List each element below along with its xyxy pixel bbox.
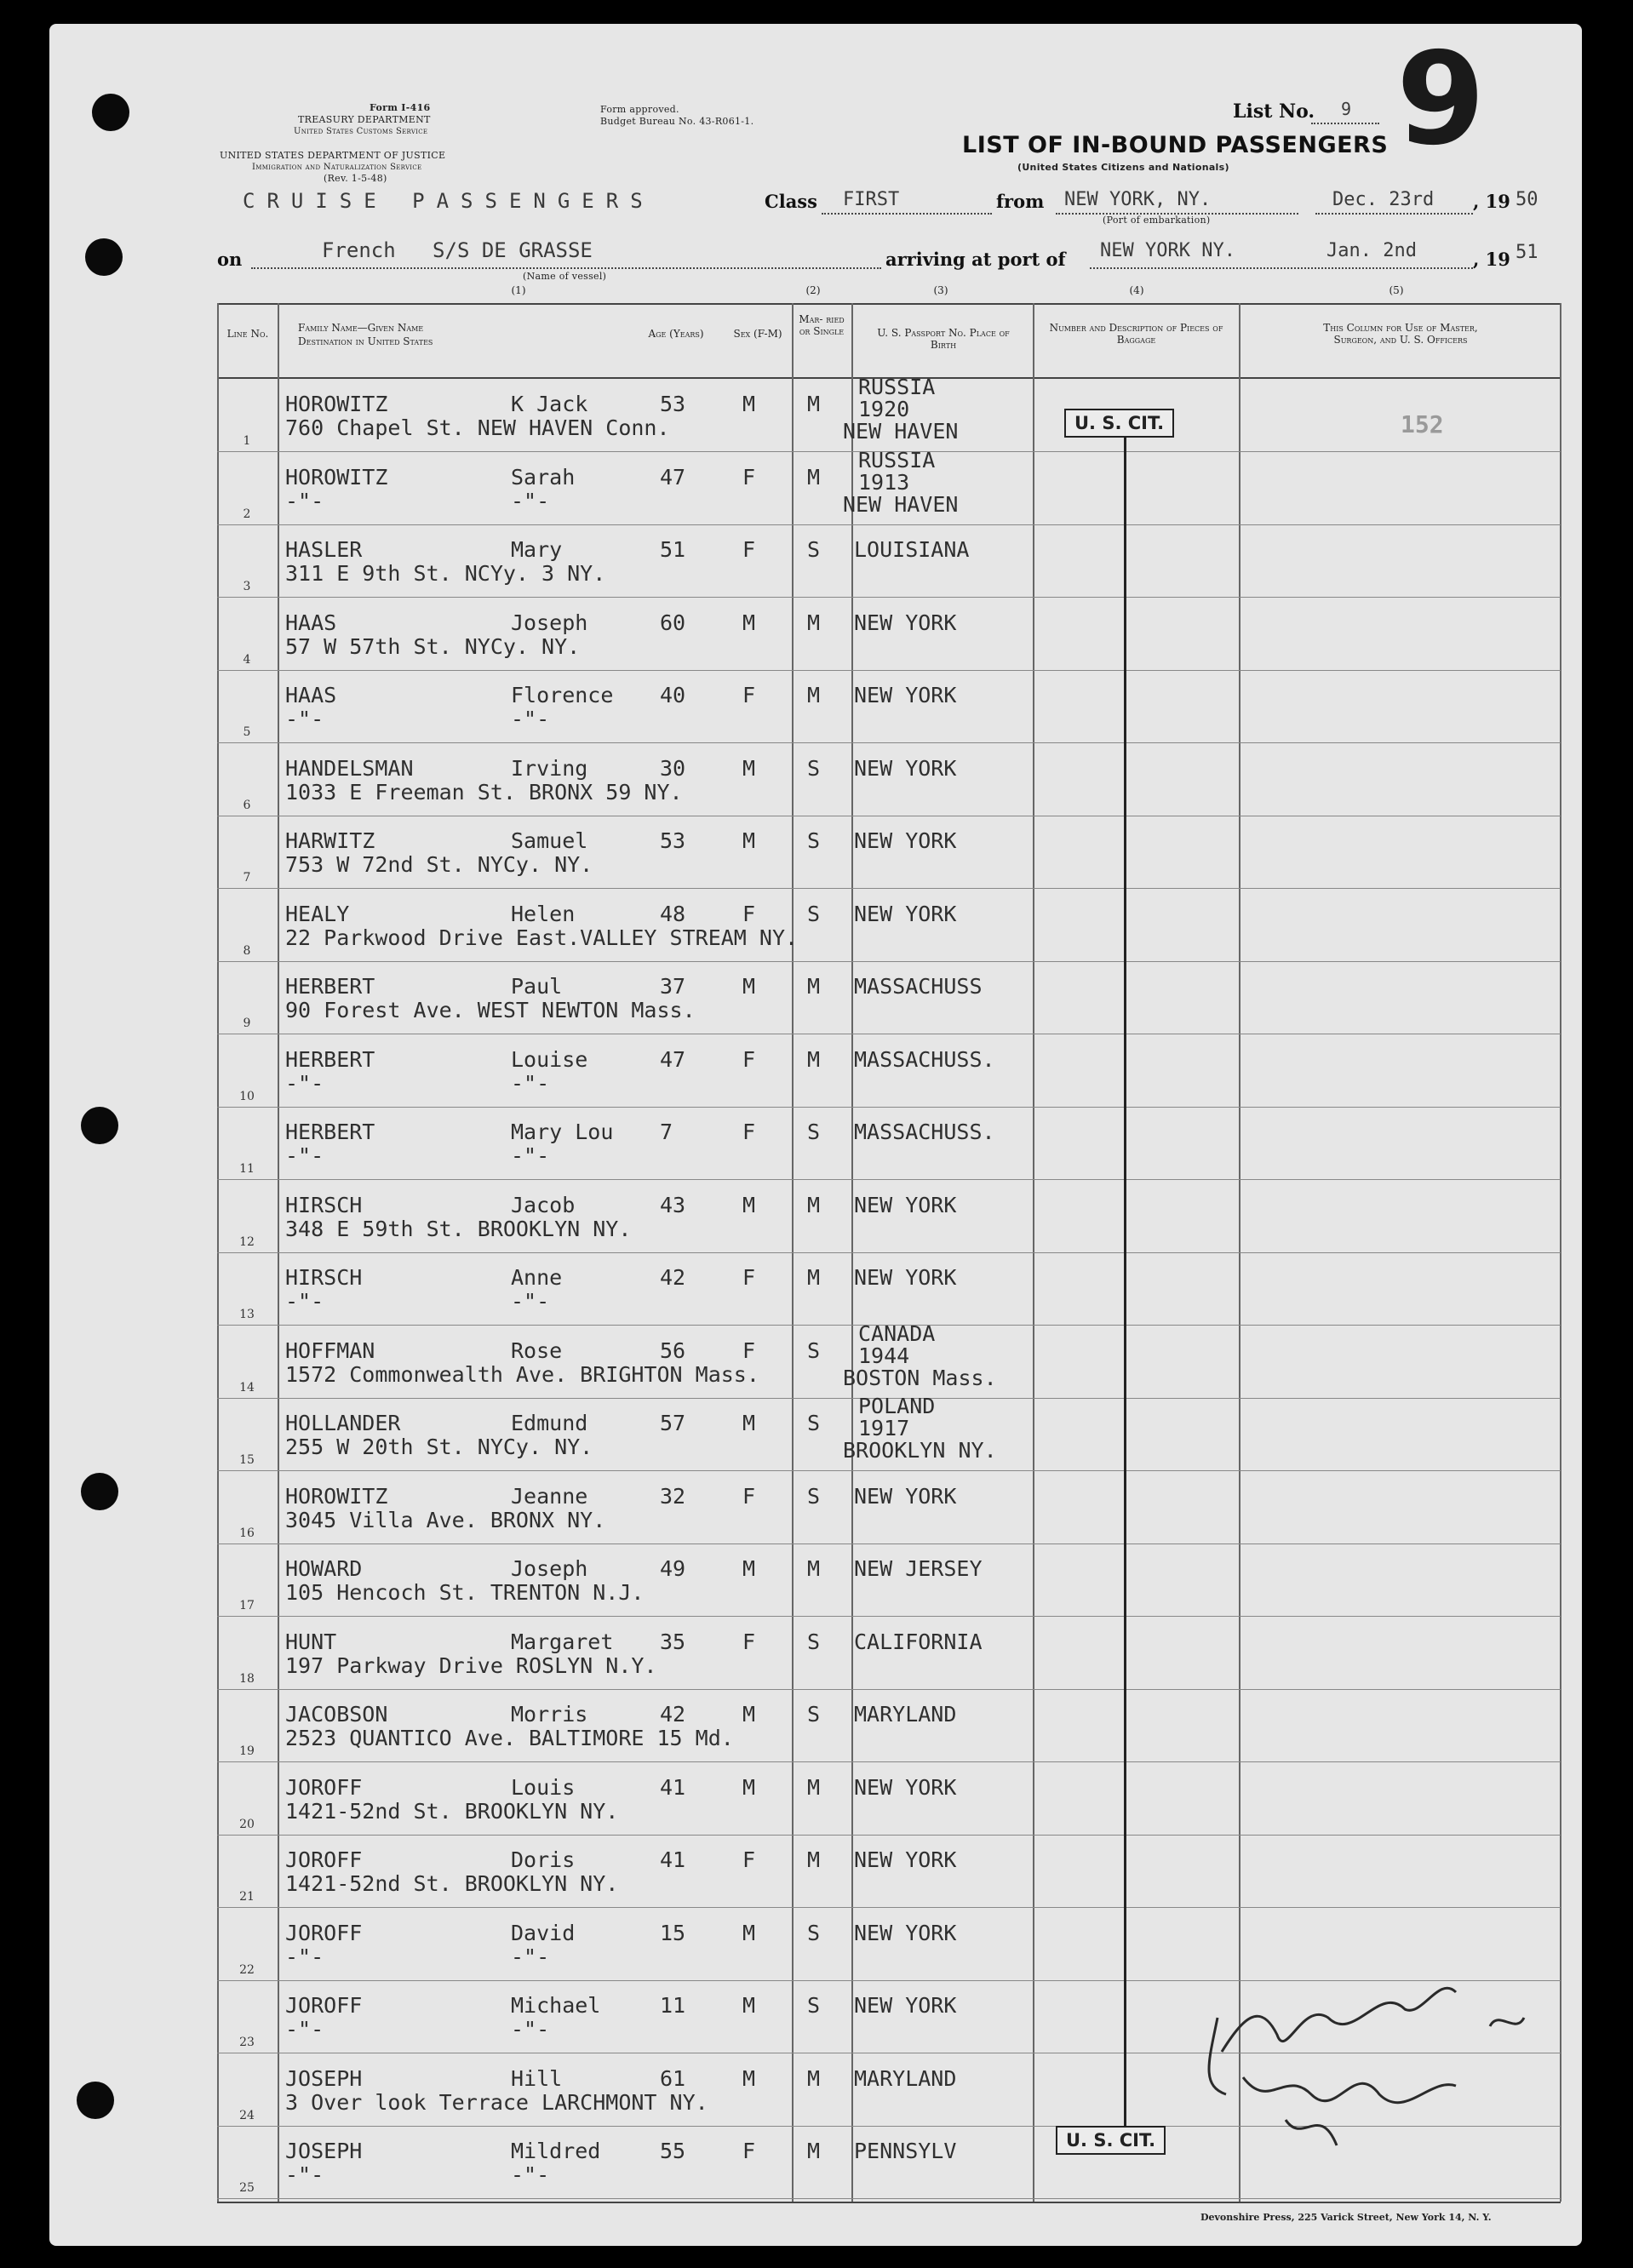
arrival-port: NEW YORK NY. bbox=[1100, 240, 1235, 261]
passenger-destination: 1421-52nd St. BROOKLYN NY. bbox=[285, 1871, 619, 1896]
passenger-birthplace: MASSACHUSS bbox=[854, 974, 983, 999]
passenger-birthplace: NEW YORK bbox=[854, 1193, 957, 1217]
row-divider bbox=[217, 1907, 1561, 1908]
passenger-given-name: Jeanne bbox=[511, 1484, 588, 1509]
passenger-given-name: Paul bbox=[511, 974, 563, 999]
passenger-age: 41 bbox=[660, 1847, 686, 1872]
passenger-family-name: HIRSCH bbox=[285, 1265, 363, 1290]
embark-note: (Port of embarkation) bbox=[1103, 215, 1211, 226]
row-line-number: 14 bbox=[239, 1381, 255, 1395]
passenger-sex: M bbox=[742, 1193, 756, 1217]
passenger-marital-status: M bbox=[807, 610, 821, 635]
passenger-family-name: HUNT bbox=[285, 1629, 337, 1654]
passenger-sex: F bbox=[742, 537, 756, 562]
passenger-birthplace: NEW YORK bbox=[854, 828, 957, 853]
passenger-sex: M bbox=[742, 392, 756, 416]
passenger-age: 57 bbox=[660, 1411, 686, 1435]
row-line-number: 13 bbox=[239, 1308, 255, 1321]
passenger-birthplace: NEW YORK bbox=[854, 1921, 957, 1945]
list-no-label: List No. bbox=[1233, 100, 1315, 123]
row-line-number: 20 bbox=[239, 1818, 255, 1831]
passenger-sex: F bbox=[742, 1629, 756, 1654]
list-no-value: 9 bbox=[1341, 99, 1352, 119]
passenger-destination: 57 W 57th St. NYCy. NY. bbox=[285, 634, 581, 659]
passenger-given-name: Florence bbox=[511, 683, 614, 707]
passenger-given-name: Louis bbox=[511, 1775, 576, 1800]
passenger-given-name: Anne bbox=[511, 1265, 563, 1290]
arr-year: 51 bbox=[1516, 242, 1538, 263]
vessel-name: French S/S DE GRASSE bbox=[322, 238, 593, 262]
row-divider bbox=[217, 1179, 1561, 1180]
passenger-marital-status: M bbox=[807, 1047, 821, 1072]
passenger-family-name: HOROWITZ bbox=[285, 392, 388, 416]
row-line-number: 24 bbox=[239, 2109, 255, 2122]
passenger-marital-status: M bbox=[807, 683, 821, 707]
page-title: LIST OF IN-BOUND PASSENGERS bbox=[962, 132, 1389, 158]
officer-signature bbox=[1183, 1950, 1567, 2162]
us-citizen-stamp-top: U. S. CIT. bbox=[1064, 409, 1174, 438]
passenger-family-name: HERBERT bbox=[285, 1047, 375, 1072]
row-line-number: 25 bbox=[239, 2181, 255, 2195]
header-baggage: Number and Description of Pieces of Baggage bbox=[1049, 322, 1223, 346]
passenger-birthplace: NEW YORK bbox=[854, 756, 957, 781]
passenger-birthplace: NEW JERSEY bbox=[854, 1556, 983, 1581]
passenger-residence-city: BOSTON Mass. bbox=[843, 1366, 997, 1390]
passenger-family-name: HOLLANDER bbox=[285, 1411, 401, 1435]
passenger-given-name: Rose bbox=[511, 1338, 563, 1363]
passenger-destination: 197 Parkway Drive ROSLYN N.Y. bbox=[285, 1653, 657, 1678]
row-line-number: 6 bbox=[243, 799, 251, 812]
passenger-family-name: HEALY bbox=[285, 902, 350, 926]
printer-credit: Devonshire Press, 225 Varick Street, New York 14, N. Y. bbox=[1200, 2212, 1492, 2223]
ins-heading: Immigration and Naturalization Service bbox=[252, 163, 422, 172]
passenger-marital-status: M bbox=[807, 2066, 821, 2091]
form-approved: Form approved. bbox=[600, 104, 679, 115]
row-line-number: 4 bbox=[243, 653, 251, 667]
passenger-family-name: HAAS bbox=[285, 683, 337, 707]
passenger-destination: 760 Chapel St. NEW HAVEN Conn. bbox=[285, 415, 670, 440]
passenger-given-name: Louise bbox=[511, 1047, 588, 1072]
passenger-given-name: Morris bbox=[511, 1702, 588, 1727]
ditto-bracket-line bbox=[1124, 436, 1126, 2126]
passenger-sex: M bbox=[742, 1993, 756, 2018]
passenger-age: 48 bbox=[660, 902, 686, 926]
departure-date: Dec. 23rd bbox=[1332, 189, 1435, 210]
passenger-marital-status: M bbox=[807, 1847, 821, 1872]
row-line-number: 16 bbox=[239, 1526, 255, 1540]
passenger-marital-status: M bbox=[807, 974, 821, 999]
arrival-date: Jan. 2nd bbox=[1326, 240, 1417, 261]
passenger-destination-ditto: -"- bbox=[285, 707, 324, 731]
passenger-residence-city: NEW HAVEN bbox=[843, 419, 959, 444]
passenger-birthplace: MARYLAND bbox=[854, 2066, 957, 2091]
column-number: (5) bbox=[1389, 284, 1404, 296]
row-divider bbox=[217, 597, 1561, 598]
header-married: Mar- ried or Single bbox=[799, 313, 845, 337]
passenger-destination-ditto: -"- bbox=[285, 1071, 324, 1096]
passenger-destination: 1033 E Freeman St. BRONX 59 NY. bbox=[285, 780, 683, 805]
row-line-number: 5 bbox=[243, 725, 251, 739]
header-sex: Sex (F-M) bbox=[733, 328, 782, 340]
passenger-marital-status: S bbox=[807, 1338, 821, 1363]
passenger-marital-status: S bbox=[807, 1921, 821, 1945]
binder-hole bbox=[92, 94, 129, 131]
passenger-given-name: Doris bbox=[511, 1847, 576, 1872]
passenger-given-name: Joseph bbox=[511, 610, 588, 635]
dep-date-underline bbox=[1315, 213, 1473, 215]
passenger-family-name: HOROWITZ bbox=[285, 1484, 388, 1509]
passenger-destination-ditto: -"- bbox=[285, 2017, 324, 2042]
passenger-destination: 1421-52nd St. BROOKLYN NY. bbox=[285, 1799, 619, 1824]
passenger-age: 53 bbox=[660, 392, 686, 416]
passenger-sex: M bbox=[742, 2066, 756, 2091]
passenger-birthplace: NEW YORK bbox=[854, 902, 957, 926]
passenger-destination-ditto: -"- bbox=[285, 2162, 324, 2187]
arriving-label: arriving at port of bbox=[885, 249, 1066, 270]
passenger-destination: 311 E 9th St. NCYy. 3 NY. bbox=[285, 561, 606, 586]
passenger-sex: F bbox=[742, 1484, 756, 1509]
row-divider bbox=[217, 524, 1561, 525]
passenger-marital-status: M bbox=[807, 1556, 821, 1581]
form-number: Form I-416 bbox=[370, 102, 431, 113]
passenger-family-name: JACOBSON bbox=[285, 1702, 388, 1727]
row-line-number: 12 bbox=[239, 1235, 255, 1249]
passenger-sex: F bbox=[742, 2139, 756, 2163]
passenger-family-name: HANDELSMAN bbox=[285, 756, 414, 781]
row-divider bbox=[217, 1252, 1561, 1253]
passenger-given-name: Jacob bbox=[511, 1193, 576, 1217]
passenger-residence-city: NEW HAVEN bbox=[843, 492, 959, 517]
passenger-destination: 22 Parkwood Drive East.VALLEY STREAM NY. bbox=[285, 925, 799, 950]
passenger-sex: M bbox=[742, 974, 756, 999]
row-divider bbox=[217, 2198, 1561, 2199]
passenger-sex: M bbox=[742, 1411, 756, 1435]
passenger-age: 43 bbox=[660, 1193, 686, 1217]
passenger-given-name: Mildred bbox=[511, 2139, 601, 2163]
passenger-marital-status: S bbox=[807, 1993, 821, 2018]
passenger-destination: 3045 Villa Ave. BRONX NY. bbox=[285, 1508, 606, 1532]
row-divider bbox=[217, 961, 1561, 962]
dep-year: 50 bbox=[1516, 189, 1538, 210]
passenger-birthplace: NEW YORK bbox=[854, 1847, 957, 1872]
passenger-naturalization-year: 1944 bbox=[858, 1343, 910, 1368]
officer-note: 152 bbox=[1401, 410, 1444, 438]
passenger-age: 55 bbox=[660, 2139, 686, 2163]
passenger-naturalization-year: 1913 bbox=[858, 470, 910, 495]
row-line-number: 10 bbox=[239, 1090, 255, 1103]
vessel-note: (Name of vessel) bbox=[523, 271, 607, 282]
passenger-destination: 3 Over look Terrace LARCHMONT NY. bbox=[285, 2090, 708, 2115]
passenger-given-name: Sarah bbox=[511, 465, 576, 490]
row-divider bbox=[217, 670, 1561, 671]
passenger-naturalization-year: 1917 bbox=[858, 1416, 910, 1440]
row-line-number: 3 bbox=[243, 580, 251, 593]
passenger-sex: M bbox=[742, 1702, 756, 1727]
customs-service: United States Customs Service bbox=[294, 127, 428, 136]
passenger-birthplace: LOUISIANA bbox=[854, 537, 970, 562]
passenger-family-name: HERBERT bbox=[285, 974, 375, 999]
passenger-destination-ditto: -"- bbox=[285, 1289, 324, 1314]
table-top-border bbox=[217, 303, 1561, 305]
passenger-marital-status: M bbox=[807, 2139, 821, 2163]
row-line-number: 7 bbox=[243, 871, 251, 885]
column-number: (3) bbox=[933, 284, 948, 296]
passenger-sex: F bbox=[742, 1120, 756, 1144]
header-officers: This Column for Use of Master, Surgeon, and U. S. Officers bbox=[1323, 322, 1478, 346]
passenger-given-name: Michael bbox=[511, 1993, 601, 2018]
passenger-destination: 1572 Commonwealth Ave. BRIGHTON Mass. bbox=[285, 1362, 759, 1387]
passenger-sex: F bbox=[742, 1047, 756, 1072]
passenger-family-name: JOROFF bbox=[285, 1993, 363, 2018]
passenger-marital-status: S bbox=[807, 1411, 821, 1435]
passenger-marital-status: S bbox=[807, 902, 821, 926]
binder-hole bbox=[81, 1107, 118, 1144]
passenger-birthplace: MASSACHUSS. bbox=[854, 1047, 995, 1072]
row-line-number: 15 bbox=[239, 1453, 255, 1467]
passenger-naturalization-year: 1920 bbox=[858, 397, 910, 421]
passenger-birthplace: NEW YORK bbox=[854, 683, 957, 707]
passenger-age: 7 bbox=[660, 1120, 673, 1144]
passenger-given-name: Hill bbox=[511, 2066, 563, 2091]
row-line-number: 8 bbox=[243, 944, 251, 958]
passenger-family-name: JOROFF bbox=[285, 1847, 363, 1872]
passenger-sex: M bbox=[742, 610, 756, 635]
passenger-sex: F bbox=[742, 1265, 756, 1290]
passenger-given-name: K Jack bbox=[511, 392, 588, 416]
passenger-age: 42 bbox=[660, 1702, 686, 1727]
passenger-sex: M bbox=[742, 828, 756, 853]
passenger-marital-status: M bbox=[807, 392, 821, 416]
passenger-family-name: HOWARD bbox=[285, 1556, 363, 1581]
column-number: (2) bbox=[805, 284, 821, 296]
passenger-age: 53 bbox=[660, 828, 686, 853]
row-divider bbox=[217, 1616, 1561, 1617]
passenger-family-name: JOSEPH bbox=[285, 2139, 363, 2163]
binder-hole bbox=[85, 238, 123, 276]
passenger-marital-status: S bbox=[807, 1484, 821, 1509]
passenger-sex: F bbox=[742, 465, 756, 490]
arrival-underline bbox=[1090, 267, 1473, 269]
header-destination: Destination in United States bbox=[298, 335, 433, 347]
row-divider bbox=[217, 1835, 1561, 1836]
passenger-age: 35 bbox=[660, 1629, 686, 1654]
passenger-age: 11 bbox=[660, 1993, 686, 2018]
passenger-family-name: HERBERT bbox=[285, 1120, 375, 1144]
passenger-age: 49 bbox=[660, 1556, 686, 1581]
passenger-age: 41 bbox=[660, 1775, 686, 1800]
passenger-marital-status: S bbox=[807, 1120, 821, 1144]
row-line-number: 11 bbox=[239, 1162, 255, 1176]
row-line-number: 18 bbox=[239, 1672, 255, 1686]
passenger-destination: 348 E 59th St. BROOKLYN NY. bbox=[285, 1217, 632, 1241]
passenger-given-ditto: -"- bbox=[511, 2162, 550, 2187]
passenger-birthplace: RUSSIA bbox=[858, 448, 936, 472]
passenger-age: 61 bbox=[660, 2066, 686, 2091]
passenger-age: 60 bbox=[660, 610, 686, 635]
passenger-age: 51 bbox=[660, 537, 686, 562]
passenger-given-name: David bbox=[511, 1921, 576, 1945]
passenger-family-name: HAAS bbox=[285, 610, 337, 635]
passenger-given-ditto: -"- bbox=[511, 1289, 550, 1314]
table-bottom-border bbox=[217, 2202, 1561, 2203]
passenger-residence-city: BROOKLYN NY. bbox=[843, 1438, 997, 1463]
passenger-age: 47 bbox=[660, 465, 686, 490]
passenger-sex: F bbox=[742, 683, 756, 707]
passenger-birthplace: MASSACHUSS. bbox=[854, 1120, 995, 1144]
dep-year-prefix: , 19 bbox=[1473, 191, 1510, 212]
passenger-birthplace: NEW YORK bbox=[854, 1265, 957, 1290]
passenger-destination-ditto: -"- bbox=[285, 1143, 324, 1168]
passenger-family-name: JOSEPH bbox=[285, 2066, 363, 2091]
passenger-birthplace: PENNSYLV bbox=[854, 2139, 957, 2163]
class-label: Class bbox=[765, 191, 817, 212]
row-divider bbox=[217, 1689, 1561, 1690]
class-underline bbox=[822, 213, 992, 215]
passenger-family-name: JOROFF bbox=[285, 1775, 363, 1800]
passenger-birthplace: NEW YORK bbox=[854, 610, 957, 635]
passenger-given-name: Joseph bbox=[511, 1556, 588, 1581]
passenger-birthplace: RUSSIA bbox=[858, 375, 936, 399]
vessel-underline bbox=[251, 267, 881, 269]
us-citizen-stamp-bottom: U. S. CIT. bbox=[1056, 2126, 1166, 2155]
passenger-marital-status: M bbox=[807, 1265, 821, 1290]
passenger-destination-ditto: -"- bbox=[285, 1944, 324, 1969]
passenger-sex: F bbox=[742, 1847, 756, 1872]
row-line-number: 2 bbox=[243, 507, 251, 521]
passenger-age: 40 bbox=[660, 683, 686, 707]
passenger-marital-status: M bbox=[807, 1775, 821, 1800]
passenger-age: 47 bbox=[660, 1047, 686, 1072]
row-divider bbox=[217, 742, 1561, 743]
passenger-sex: M bbox=[742, 1921, 756, 1945]
row-line-number: 22 bbox=[239, 1963, 255, 1977]
passenger-family-name: HOROWITZ bbox=[285, 465, 388, 490]
passenger-family-name: HARWITZ bbox=[285, 828, 375, 853]
passenger-given-ditto: -"- bbox=[511, 1071, 550, 1096]
passenger-given-name: Edmund bbox=[511, 1411, 588, 1435]
passenger-age: 37 bbox=[660, 974, 686, 999]
passenger-given-ditto: -"- bbox=[511, 1944, 550, 1969]
passenger-age: 42 bbox=[660, 1265, 686, 1290]
row-line-number: 1 bbox=[243, 434, 251, 448]
passenger-marital-status: S bbox=[807, 756, 821, 781]
passenger-given-name: Mary bbox=[511, 537, 563, 562]
cruise-passengers: CRUISE PASSENGERS bbox=[243, 189, 655, 213]
passenger-destination: 105 Hencoch St. TRENTON N.J. bbox=[285, 1580, 645, 1605]
passenger-given-ditto: -"- bbox=[511, 1143, 550, 1168]
passenger-destination: 2523 QUANTICO Ave. BALTIMORE 15 Md. bbox=[285, 1726, 734, 1750]
passenger-birthplace: MARYLAND bbox=[854, 1702, 957, 1727]
passenger-sex: F bbox=[742, 1338, 756, 1363]
passenger-age: 30 bbox=[660, 756, 686, 781]
passenger-sex: M bbox=[742, 756, 756, 781]
passenger-given-name: Helen bbox=[511, 902, 576, 926]
budget-bureau: Budget Bureau No. 43-R061-1. bbox=[600, 116, 754, 127]
passenger-marital-status: S bbox=[807, 1702, 821, 1727]
arr-year-prefix: , 19 bbox=[1473, 249, 1510, 270]
passenger-destination: 753 W 72nd St. NYCy. NY. bbox=[285, 852, 593, 877]
passenger-birthplace: NEW YORK bbox=[854, 1484, 957, 1509]
row-line-number: 19 bbox=[239, 1744, 255, 1758]
passenger-given-name: Mary Lou bbox=[511, 1120, 614, 1144]
row-line-number: 21 bbox=[239, 1890, 255, 1904]
row-divider bbox=[217, 1470, 1561, 1471]
doj-heading: UNITED STATES DEPARTMENT OF JUSTICE bbox=[220, 150, 446, 161]
from-value: NEW YORK, NY. bbox=[1064, 189, 1212, 210]
passenger-sex: M bbox=[742, 1556, 756, 1581]
passenger-birthplace: POLAND bbox=[858, 1394, 936, 1418]
class-value: FIRST bbox=[843, 189, 900, 210]
row-line-number: 9 bbox=[243, 1017, 251, 1030]
column-number: (1) bbox=[511, 284, 526, 296]
row-line-number: 23 bbox=[239, 2036, 255, 2049]
passenger-marital-status: M bbox=[807, 465, 821, 490]
row-divider bbox=[217, 1761, 1561, 1762]
passenger-given-name: Samuel bbox=[511, 828, 588, 853]
passenger-sex: F bbox=[742, 902, 756, 926]
from-label: from bbox=[996, 191, 1045, 212]
passenger-age: 15 bbox=[660, 1921, 686, 1945]
header-passport: U. S. Passport No. Place of Birth bbox=[877, 327, 1010, 351]
passenger-family-name: HASLER bbox=[285, 537, 363, 562]
passenger-marital-status: S bbox=[807, 1629, 821, 1654]
passenger-birthplace: NEW YORK bbox=[854, 1993, 957, 2018]
passenger-family-name: HOFFMAN bbox=[285, 1338, 375, 1363]
page-subtitle: (United States Citizens and Nationals) bbox=[1017, 162, 1229, 173]
passenger-sex: M bbox=[742, 1775, 756, 1800]
passenger-destination: 255 W 20th St. NYCy. NY. bbox=[285, 1435, 593, 1459]
passenger-age: 56 bbox=[660, 1338, 686, 1363]
passenger-given-name: Irving bbox=[511, 756, 588, 781]
treasury-dept: TREASURY DEPARTMENT bbox=[298, 114, 431, 125]
passenger-destination: 90 Forest Ave. WEST NEWTON Mass. bbox=[285, 998, 696, 1022]
revision-date: (Rev. 1-5-48) bbox=[324, 173, 387, 184]
header-age: Age (Years) bbox=[648, 328, 704, 340]
header-name: Family Name—Given Name bbox=[298, 322, 424, 334]
passenger-birthplace: NEW YORK bbox=[854, 1775, 957, 1800]
passenger-marital-status: S bbox=[807, 828, 821, 853]
passenger-given-ditto: -"- bbox=[511, 707, 550, 731]
on-label: on bbox=[217, 249, 243, 270]
passenger-family-name: JOROFF bbox=[285, 1921, 363, 1945]
passenger-birthplace: CALIFORNIA bbox=[854, 1629, 983, 1654]
passenger-marital-status: M bbox=[807, 1193, 821, 1217]
big-list-number: 9 bbox=[1396, 26, 1486, 174]
passenger-age: 32 bbox=[660, 1484, 686, 1509]
passenger-destination-ditto: -"- bbox=[285, 489, 324, 513]
passenger-family-name: HIRSCH bbox=[285, 1193, 363, 1217]
row-line-number: 17 bbox=[239, 1599, 255, 1612]
passenger-birthplace: CANADA bbox=[858, 1321, 936, 1346]
passenger-marital-status: S bbox=[807, 537, 821, 562]
passenger-given-name: Margaret bbox=[511, 1629, 614, 1654]
header-line-no: Line No. bbox=[226, 328, 269, 340]
row-divider bbox=[217, 888, 1561, 889]
passenger-given-ditto: -"- bbox=[511, 2017, 550, 2042]
binder-hole bbox=[77, 2082, 114, 2119]
list-no-line bbox=[1311, 123, 1379, 124]
passenger-given-ditto: -"- bbox=[511, 489, 550, 513]
row-divider bbox=[217, 1107, 1561, 1108]
column-number: (4) bbox=[1129, 284, 1144, 296]
binder-hole bbox=[81, 1473, 118, 1510]
